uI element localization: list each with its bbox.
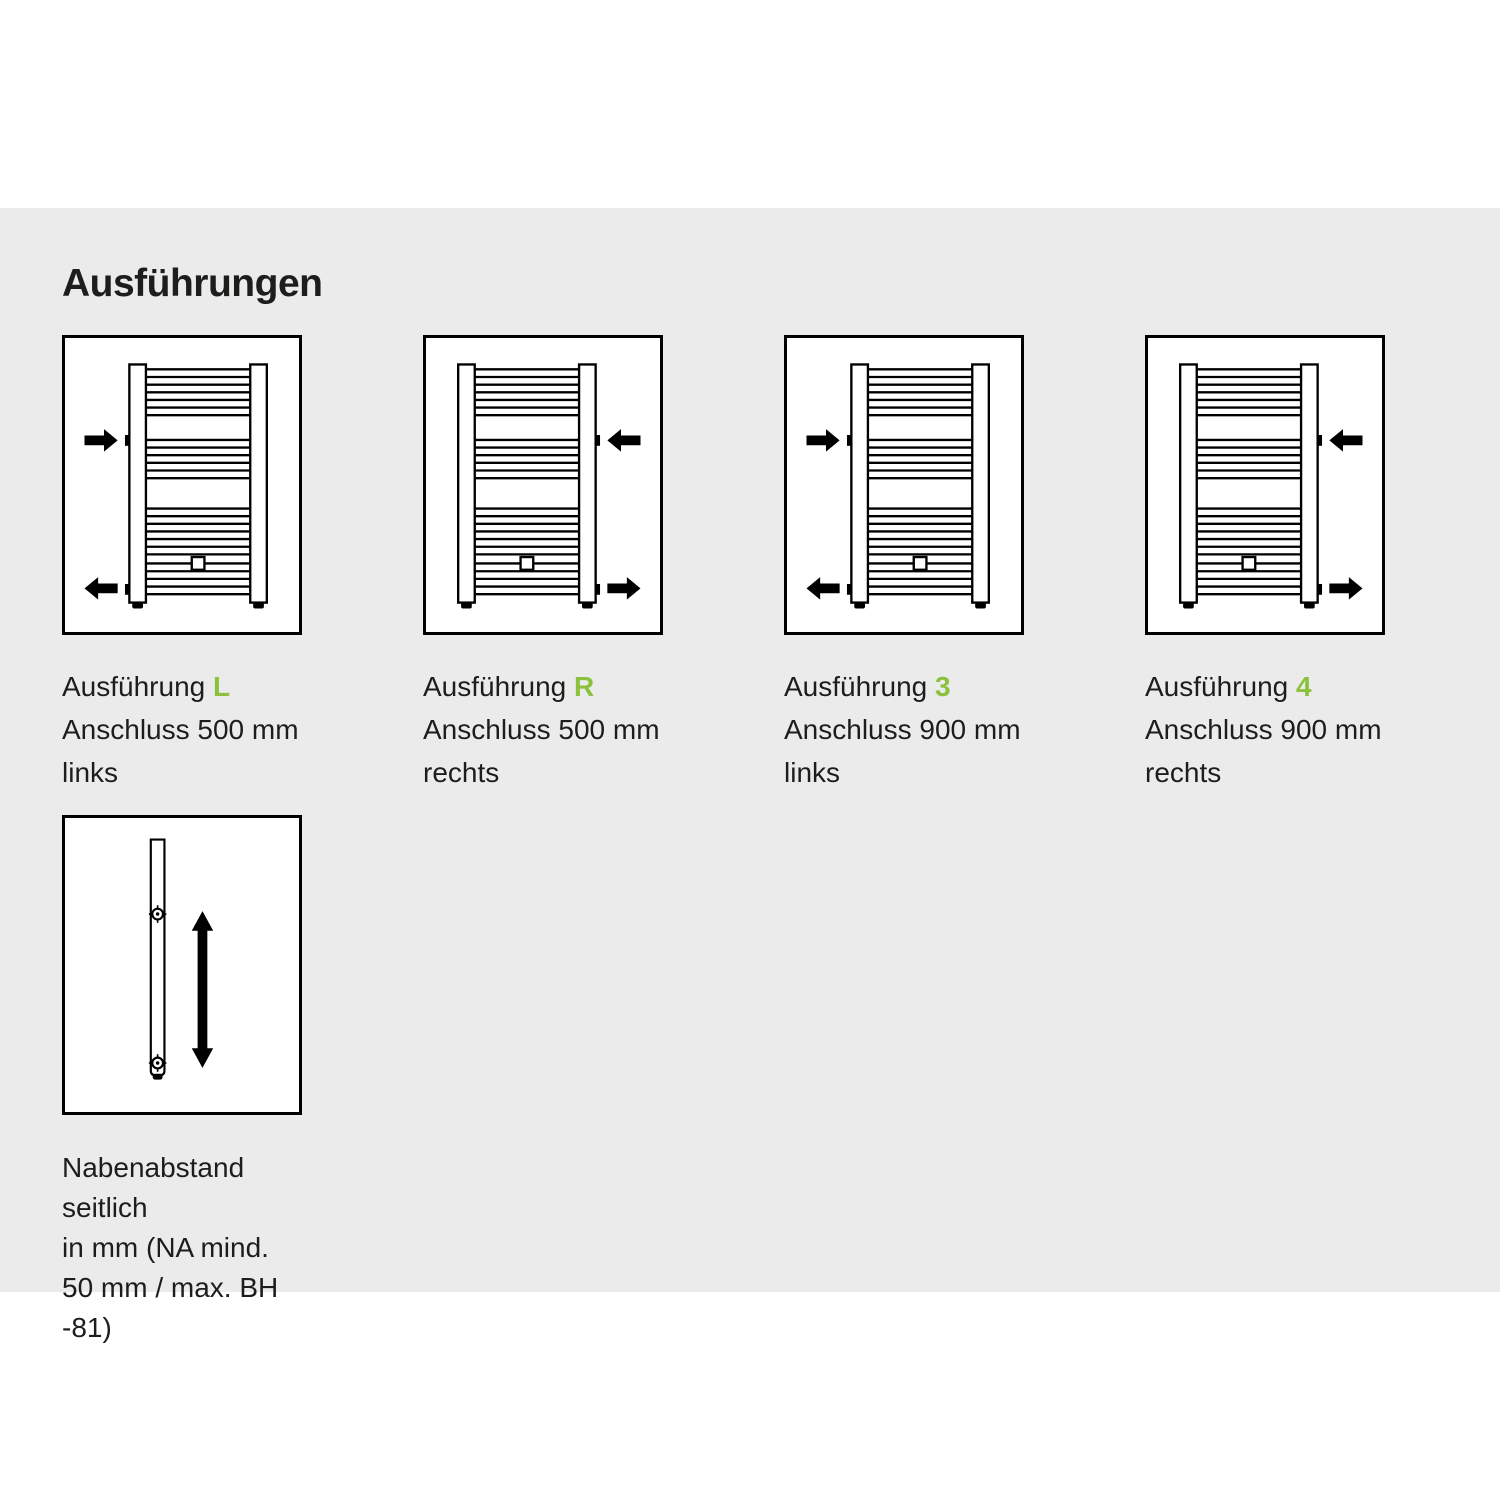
double-arrow-icon (192, 911, 213, 1068)
outlet-arrow-icon (607, 577, 640, 600)
valve (914, 557, 927, 570)
connection-nub-top (847, 435, 851, 446)
version-name: Ausführung (1145, 671, 1289, 702)
radiator-foot-right (461, 603, 472, 609)
version-card-l (62, 335, 302, 794)
collector-tube-right (458, 364, 475, 602)
inlet-arrow-icon (85, 429, 118, 452)
version-card-3 (784, 335, 1024, 794)
version-connection: Anschluss 500 mm rechts (423, 714, 660, 788)
collector-tube-left (129, 364, 146, 602)
version-connection: Anschluss 900 mm rechts (1145, 714, 1382, 788)
version-code: 4 (1296, 671, 1312, 702)
collector-tube-left (579, 364, 596, 602)
radiator-foot-left (1304, 603, 1315, 609)
inlet-arrow-icon (1329, 429, 1362, 452)
radiator-foot-left (132, 603, 143, 609)
version-code: 3 (935, 671, 951, 702)
connection-nub-bottom (596, 584, 600, 595)
version-diagram-4 (1145, 335, 1385, 635)
version-connection: Anschluss 900 mm links (784, 714, 1021, 788)
version-name-line (423, 665, 663, 708)
inlet-arrow-icon (807, 429, 840, 452)
hub-note (62, 1148, 302, 1348)
radiator-foot-left (854, 603, 865, 609)
connection-nub-top (1318, 435, 1322, 446)
version-name: Ausführung (62, 671, 206, 702)
version-card-r (423, 335, 663, 794)
version-diagram-r (423, 335, 663, 635)
radiator-drawing (787, 338, 1021, 632)
collector-tube-right (1180, 364, 1197, 602)
connection-nub-bottom (125, 584, 129, 595)
hub-note-line2: in mm (NA mind. (62, 1232, 269, 1263)
valve (521, 557, 534, 570)
version-connection: Anschluss 500 mm links (62, 714, 299, 788)
version-name-line (62, 665, 302, 708)
collector-tube-right (250, 364, 267, 602)
version-label (62, 665, 302, 794)
collector-tube-left (851, 364, 868, 602)
version-card-4 (1145, 335, 1385, 794)
hub-distance-diagram (62, 815, 302, 1115)
version-name-line (784, 665, 1024, 708)
radiator-foot-right (253, 603, 264, 609)
version-diagram-3 (784, 335, 1024, 635)
version-name: Ausführung (784, 671, 928, 702)
radiator-drawing (65, 338, 299, 632)
version-label (784, 665, 1024, 794)
valve (1243, 557, 1256, 570)
hub-note-line3: 50 mm / max. BH -81) (62, 1272, 279, 1343)
collector-tube-left (1301, 364, 1318, 602)
version-diagram-l (62, 335, 302, 635)
hub-distance-drawing (65, 818, 299, 1112)
hub-distance-card (62, 815, 302, 1348)
radiator-drawing (426, 338, 660, 632)
version-name-line (1145, 665, 1385, 708)
radiator-foot-left (582, 603, 593, 609)
version-code: R (574, 671, 595, 702)
radiator-drawing (1148, 338, 1382, 632)
page-title: Ausführungen (62, 262, 323, 306)
valve (192, 557, 205, 570)
version-label (423, 665, 663, 794)
radiator-foot-right (975, 603, 986, 609)
inlet-arrow-icon (607, 429, 640, 452)
collector-tube-side-view (151, 840, 165, 1076)
outlet-arrow-icon (1329, 577, 1362, 600)
tube-foot (153, 1074, 163, 1080)
version-label (1145, 665, 1385, 794)
radiator-foot-right (1183, 603, 1194, 609)
outlet-arrow-icon (807, 577, 840, 600)
connection-nub-top (125, 435, 129, 446)
connection-nub-bottom (1318, 584, 1322, 595)
version-name: Ausführung (423, 671, 567, 702)
outlet-arrow-icon (85, 577, 118, 600)
hub-note-line1: Nabenabstand seitlich (62, 1152, 245, 1223)
connection-nub-top (596, 435, 600, 446)
version-code: L (213, 671, 231, 702)
connection-nub-bottom (847, 584, 851, 595)
collector-tube-right (972, 364, 989, 602)
